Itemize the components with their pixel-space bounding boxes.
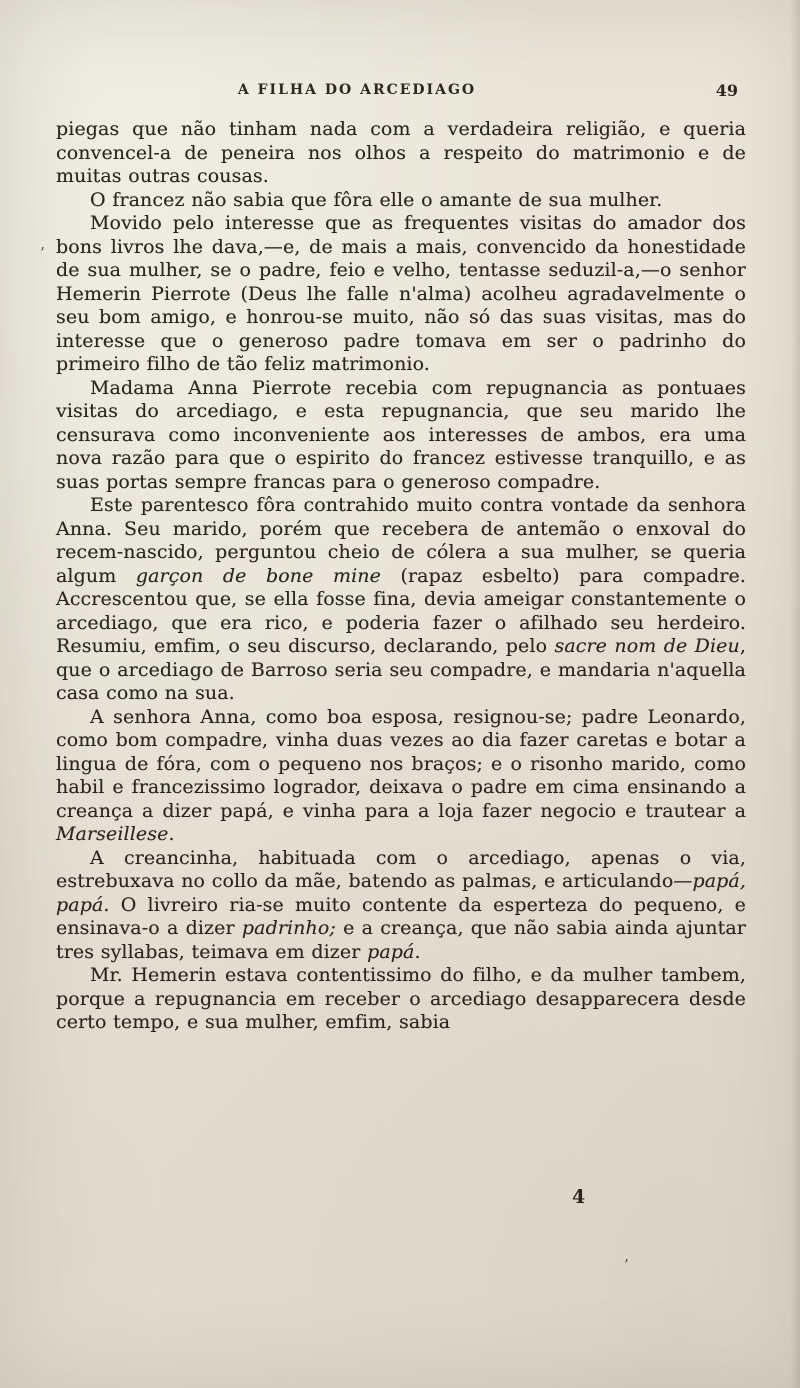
text-run: . O livreiro ria-se muito contente da esperteza do pequeno, e ensinava-o a dizer <box>56 893 746 939</box>
italic-phrase: papá, papá <box>56 870 746 916</box>
paragraph <box>56 847 746 965</box>
paragraph <box>56 377 746 495</box>
italic-phrase: garçon de bone mine <box>135 564 381 587</box>
text-run: . <box>414 940 421 963</box>
text-run: Mr. Hemerin estava contentissimo do filho, e da mulher tambem, porque a repugnancia em receber o arcediago desapparecera desde certo tempo, e sua mulher, emfim, sabia <box>56 964 746 1033</box>
paragraph <box>56 494 746 706</box>
italic-phrase: papá <box>367 940 415 963</box>
text-run: e a creança, que não sabia ainda ajuntar tres syllabas, teimava em dizer <box>56 917 746 963</box>
text-block <box>56 118 746 1035</box>
italic-phrase: Marseillese <box>56 823 169 845</box>
paragraph <box>56 212 746 377</box>
paragraph <box>56 189 746 213</box>
paragraph <box>56 118 746 189</box>
page-number: 49 <box>715 81 738 100</box>
italic-phrase: sacre nom de Dieu <box>554 635 740 657</box>
scan-speck-left-margin: ’ <box>40 244 45 262</box>
signature-mark: 4 <box>572 1186 586 1208</box>
text-run: O francez não sabia que fôra elle o amante de sua mulher. <box>90 188 663 211</box>
text-run: Movido pelo interesse que as frequentes visitas do amador dos bons livros lhe dava,—e, de mais a mais, convencido da honestidade de sua mulher, se o padre, feio e velho, tentasse seduzil-a,—o senhor Hemerin Pierrote (Deus lhe falle n'alma) acolheu agradavelmente o seu bom amigo, e honrou-se muito, não só das suas visitas, mas do interesse que o generoso padre tomava em ser o padrinho do primeiro filho de tão feliz matrimonio. <box>56 212 746 375</box>
italic-phrase: padrinho; <box>241 917 336 939</box>
scan-speck-bottom-right: ’ <box>624 1256 629 1274</box>
text-run: Este parentesco fôra contrahido muito contra vontade da senhora Anna. Seu marido, porém que recebera de antemão o enxoval do recem-nascido, perguntou cheio de cólera a sua mulher, se queria algum <box>56 494 746 587</box>
text-run: , que o arcediago de Barroso seria seu compadre, e mandaria n'aquella casa como na sua. <box>56 635 746 704</box>
paragraph <box>56 964 746 1035</box>
text-run: (rapaz esbelto) para compadre. Accrescentou que, se ella fosse fina, devia ameigar constantemente o arcediago, que era rico, e poderia fazer o afilhado seu herdeiro. Resumiu, emfim, o seu discurso, declarando, pelo <box>56 564 746 657</box>
text-run: A senhora Anna, como boa esposa, resignou-se; padre Leonardo, como bom compadre, vinha duas vezes ao dia fazer caretas e botar a lingua de fóra, com o pequeno nos braços; e o risonho marido, como habil e francezissimo logrador, deixava o padre em cima ensinando a creança a dizer papá, e vinha para a loja fazer negocio e trautear a <box>56 705 746 822</box>
text-run: Madama Anna Pierrote recebia com repugnancia as pontuaes visitas do arcediago, e esta repugnancia, que seu marido lhe censurava como inconveniente aos interesses de ambos, era uma nova razão para que o espirito do francez estivesse tranquillo, e as suas portas sempre francas para o generoso compadre. <box>56 376 746 493</box>
paragraph <box>56 706 746 847</box>
page-header <box>56 82 746 104</box>
text-run: . <box>168 823 175 845</box>
running-title: A FILHA DO ARCEDIAGO <box>237 82 477 98</box>
text-run: piegas que não tinham nada com a verdadeira religião, e queria convencel-a de peneira nos olhos a respeito do matrimonio e de muitas outras cousas. <box>56 118 746 187</box>
text-run: A creancinha, habituada com o arcediago, apenas o via, estrebuxava no collo da mãe, batendo as palmas, e articulando— <box>56 846 746 892</box>
